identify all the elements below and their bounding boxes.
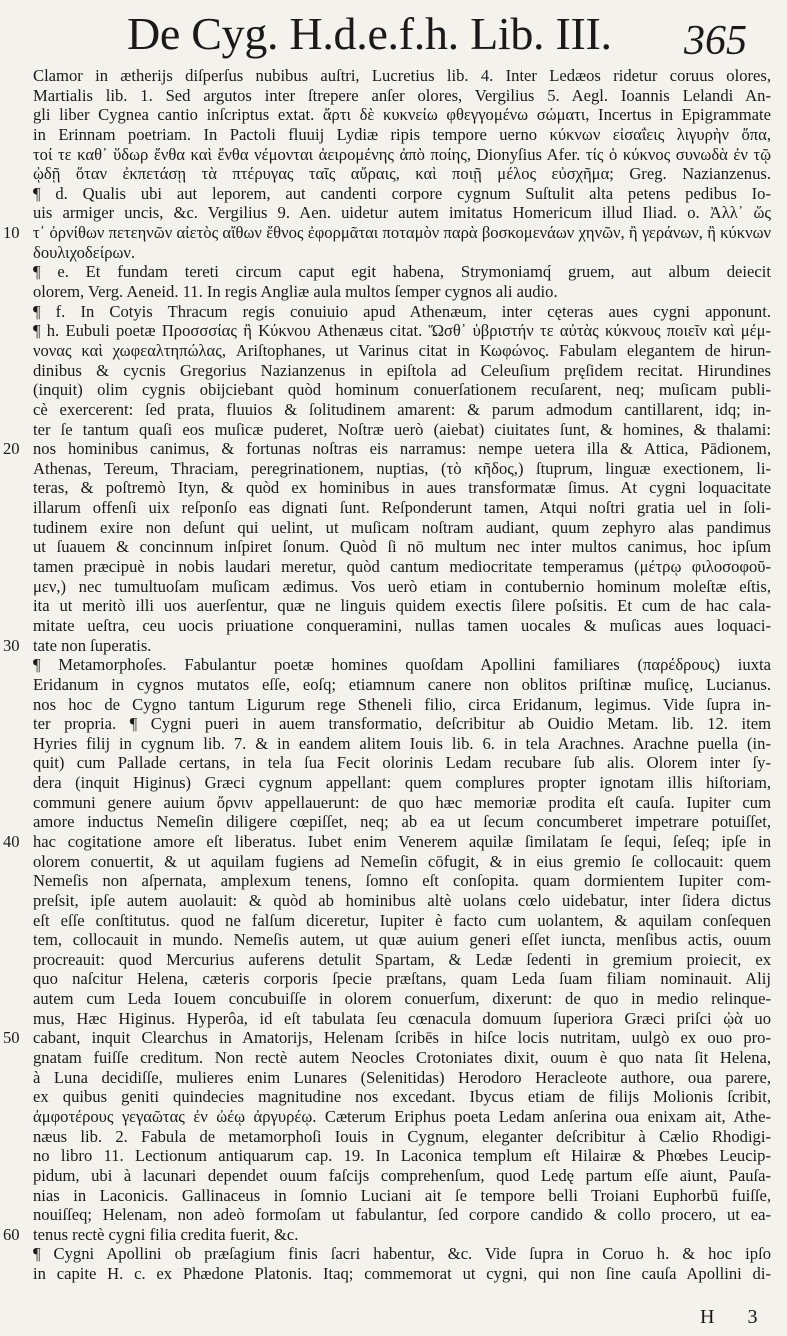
line-text: hac cogitatione amore eſt liberatus. Iubet enim Venerem aquilæ ſimilatam ſe ſequi, ſeſeq; ipſe in (33, 831, 771, 851)
text-line (33, 734, 771, 754)
line-text: tate non ſuperatis. (33, 635, 152, 655)
line-text: uis armiger uncis, &c. Vergilius 9. Aen. uidetur autem imitatus Homericum illud Iliad. ο. Ἀλλ᾽ ὥς (33, 203, 771, 223)
line-text: olorem, Verg. Aeneid. 11. In regis Angliæ aula multos ſemper cygnos ali audio. (33, 282, 558, 302)
text-line (33, 695, 771, 715)
line-text: ¶ e. Et fundam tereti circum caput egit habena, Strymoniamq́ gruem, aut album deiecit (33, 262, 771, 282)
line-text: gli liber Cygnea cantio inſcriptus extat. ἄρτι δὲ κυκνείω φθεγγομένω σώματι, Incertus in Epigrammate (33, 105, 771, 125)
line-text: nouiſſeq; Helenam, non adeò formoſam ut fabulantur, ſed corpore candido & collo procero, ut ea- (33, 1205, 771, 1225)
body-text (3, 66, 771, 1284)
text-line (33, 498, 771, 518)
line-text: amore inductus Nemeſin diligere cœpiſſet, neq; ab ea ut ſecum concumberet impetrare potuiſſet, (33, 812, 771, 832)
line-text: νονας καὶ χωφεαλτηπώλας, Ariſtophanes, ut Varinus citat in Κωφώνος. Fabulam elegantem de hirun- (33, 340, 771, 360)
line-text: mus, Hæc Higinus. Hyperôa, id eſt tabulata ſeu cœnacula domuum ſuperiora Græci priſci ᾠὰ uo (33, 1008, 771, 1028)
line-text: tenus rectè cygni filia credita fuerit, &c. (33, 1224, 299, 1244)
line-text: ex quibus geniti quindecies magnitudine nos excedant. Ibycus etiam de filijs Molionis ſcribit, (33, 1087, 771, 1107)
line-text: eſt eſſe conſtitutus. quod ne falſum diceretur, Iupiter è facto cum uolantem, & aquilam conſequen (33, 910, 771, 930)
line-text: autem cum Leda Iouem concubuiſſe in olorem conuerſum, dixerunt: de quo in medio relinque- (33, 989, 771, 1009)
line-text: nos hoc de Cygno tantum Ligurum rege Stheneli filio, circa Eridanum, legimus. Vide ſupra in- (33, 694, 771, 714)
line-text: in capite H. c. ex Phædone Platonis. Itaq; commemorat ut cygni, qui non ſine cauſa Apollini di- (33, 1264, 771, 1284)
text-line (33, 125, 771, 145)
text-line (33, 86, 771, 106)
line-number: 10 (3, 223, 20, 243)
line-text: Hyries filij in cygnum lib. 7. & in eandem alitem Iouis lib. 6. in tela Arachnes. Arachne puella (in- (33, 733, 771, 753)
text-line (33, 164, 771, 184)
line-text: nos hominibus canimus, & fortunas noſtras eis narramus: nempe uetera illa & Attica, Pādionem, (33, 439, 771, 459)
line-text: (inquit) olim cygnis obijciebant quòd hominum conuerſationem recuſarent, neq; muſicam publi- (33, 380, 771, 400)
running-head-title: De Cyg. H.d.e.f.h. Lib. III. (127, 8, 612, 59)
line-text: ¶ d. Qualis ubi aut leporem, aut candenti corpore cygnum Suſtulit alta petens pedibus Io- (33, 183, 771, 203)
text-line (3, 1224, 771, 1245)
page-number: 365 (684, 18, 747, 64)
line-text: communi genere auium ὄρνιν appellauerunt: de quo hæc memoriæ prodita eſt cauſa. Iupiter cum (33, 792, 771, 812)
line-text: ter ſe tantum quaſi eos muſicæ puderet, Noſtræ uerò (aiebat) ciuitates ſunt, & homines, & thalami: (33, 419, 771, 439)
text-line (33, 1009, 771, 1029)
text-line (3, 635, 771, 656)
signature-mark: H 3 (700, 1306, 772, 1328)
text-line (3, 439, 771, 459)
text-line (33, 1127, 771, 1147)
text-line (33, 1107, 771, 1127)
line-text: dera (inquit Higinus) Græci cygnum appellant: quem complures propter ignotam illis hiſtoriam, (33, 773, 771, 793)
text-line (33, 1166, 771, 1186)
line-text: illarum offenſi uix reſponſo eas dignati ſunt. Reſponderunt tamen, Atqui noſtri gratia uel in ſoli- (33, 498, 771, 518)
line-text: nias in Laconicis. Gallinaceus in ſomnio Luciani ait ſe tempore belli Troiani Euphorbū fuiſſe, (33, 1185, 771, 1205)
line-number: 40 (3, 831, 20, 851)
text-line (33, 518, 771, 538)
line-number: 20 (3, 439, 20, 459)
text-line (33, 302, 771, 322)
text-line (33, 243, 771, 263)
line-text: ¶ f. In Cotyis Thracum regis conuiuio apud Athenæum, inter cęteras aues cygni apponunt. (33, 301, 771, 321)
text-line (3, 1028, 771, 1048)
line-text: tudinem exire non deſunt qui uelint, ut muſicam noſtram audiant, quum zephyro alas pandimus (33, 517, 771, 537)
text-line (33, 950, 771, 970)
line-text: teras, & poſtremò Ityn, & quòd ex hominibus in aues transformatæ ſimus. At cygni loquacitate (33, 478, 771, 498)
text-line (33, 341, 771, 361)
line-text: pidum, ubi à lacunari dependet ouum faſcijs comprehenſum, quod Ledę partum eſſe aiunt, Pauſa- (33, 1165, 771, 1185)
line-text: Nemeſis non aſpernata, amplexum tenens, ſomno eſt conſopita. quam dormientem Iupiter com- (33, 871, 771, 891)
line-text: δουλιχοδείρων. (33, 242, 136, 262)
line-text: ἀμφοτέρους γεγαῶτας ἐν ὠέῳ ἀργυρέῳ. Cæterum Eriphus poeta Ledam anſerina oua enixam ait, Athe- (33, 1106, 771, 1126)
text-line (33, 1068, 771, 1088)
line-number: 50 (3, 1028, 20, 1048)
text-line (33, 203, 771, 223)
text-line (33, 1048, 771, 1068)
line-text: ter propria. ¶ Cygni pueri in auem transformatio, deſcribitur ab Ouidio Metam. lib. 12. item (33, 714, 771, 734)
text-line (33, 321, 771, 341)
text-line (33, 793, 771, 813)
text-line (33, 616, 771, 636)
text-line (33, 891, 771, 911)
line-number: 60 (3, 1224, 20, 1244)
text-line (33, 969, 771, 989)
line-text: næus lib. 2. Fabula de metamorphoſi Iouis in Cygnum, eleganter deſcribitur à Cælio Rhodigi- (33, 1126, 771, 1146)
line-text: quit) cum Pallade certans, in tela ſua Fecit olorinis Ledam recubare ſub alis. Olorem inter ſy- (33, 753, 771, 773)
line-text: tamen præcipuè in nobis laudari meretur, quòd cantum mediocritate temperamus (μέτρῳ φιλοσοφοῦ- (33, 557, 771, 577)
line-text: mitate ueſtra, ceu uocis priuatione conqueramini, nullas tamen uocales & muſicas aues loquaci- (33, 615, 771, 635)
text-line (33, 930, 771, 950)
text-line (3, 831, 771, 852)
line-text: cabant, inquit Clearchus in Amatorijs, Helenam ſcribēs in hiſce locis nutritam, uulgò ex ouo pro- (33, 1028, 771, 1048)
line-text: τοί τε καθ᾽ ὕδωρ ἔνθα καὶ ἔνθα νέμονται ἀειρομένης ἀπὸ ποίης, Dionyſius Afer. τίς ὁ κύκνος συνωδὰ ἐν τῷ (33, 144, 771, 164)
line-text: ᾠδῇ ὅταν ἐκπετάσῃ τὰ πτέρυγας ταῖς αὔραις, καὶ ποιῇ μέλος εὐσχῆμα; Greg. Nazianzenus. (33, 164, 771, 184)
line-text: à Luna decidiſſe, mulieres enim Lunares (Selenitidas) Herodoro Heracleote authore, oua parere, (33, 1067, 771, 1087)
line-text: ita ut meritò illi uos auerſentur, quæ ne linguis quidem exectis ſilere poſsitis. Et cum de hac cala- (33, 596, 771, 616)
text-line (33, 145, 771, 165)
text-line (33, 1244, 771, 1264)
text-line (33, 675, 771, 695)
text-line (33, 537, 771, 557)
text-line (33, 577, 771, 597)
text-line (3, 223, 771, 243)
text-line (33, 282, 771, 302)
text-line (33, 852, 771, 872)
line-text: ¶ Cygni Apollini ob præſagium finis ſacri habentur, &c. Vide ſupra in Coruo h. & hoc ipſo (33, 1244, 771, 1264)
line-text: μεν,) nec tumultuoſam muſicam ædimus. Vos uerò etiam in contubernio hominum moleſtæ eſtis, (33, 576, 771, 596)
line-text: τ᾽ ὀρνίθων πετεηνῶν αἰετὸς αἴθων ἔθνος ἐφορμᾶται ποταμὸν παρὰ βοσκομενάων χηνῶν, ἢ γεράνων, ἢ κύκνων (33, 223, 771, 243)
line-text: in Erinnam poetriam. In Pactoli fluuij Lydiæ ripis tempore uerno κύκνων εἰσαΐεις λιγυρὴν ὄπα, (33, 124, 771, 144)
text-line (33, 361, 771, 381)
text-line (33, 1264, 771, 1284)
line-text: tem, collocauit in mundo. Nemeſis autem, ut quæ auium generi eſſet iuncta, menſibus actis, ouum (33, 930, 771, 950)
line-text: ¶ h. Eubuli poetæ Προσσσίας ἢ Κύκνου Athenæus citat. Ὥσθ᾽ ὑβριστήν τε αὐτὰς κύκνους ποιεῖν καὶ μέμ- (33, 321, 771, 341)
line-text: preſsit, ipſe autem auolauit: & quòd ab hominibus altè uolans cœlo uidebatur, inter ſidera dictus (33, 890, 771, 910)
text-line (33, 1087, 771, 1107)
text-line (33, 871, 771, 891)
text-line (33, 262, 771, 282)
line-text: gnatam fuiſſe creditum. Non rectè autem Neocles Crotoniates dixit, ouum è quo nata ſit Helena, (33, 1048, 771, 1068)
text-line (33, 478, 771, 498)
line-text: ut ſuauem & concinnum inſpiret ſonum. Quòd ſi nō multum nec inter multos canimus, hoc ipſum (33, 537, 771, 557)
line-text: cè exercerent: ſed prata, fluuios & ſolitudinem amarent: & parum admodum cantillarent, idq; in- (33, 399, 771, 419)
line-text: quo naſcitur Helena, cæteris corporis ſpecie præſtans, quam Leda ſuam filiam nominauit. Alij (33, 969, 771, 989)
text-line (33, 911, 771, 931)
text-line (33, 459, 771, 479)
text-line (33, 812, 771, 832)
text-line (33, 1146, 771, 1166)
line-text: olorem conuertit, & ut aquilam fugiens ad Nemeſin cōfugit, & in eius gremio ſe collocauit: quem (33, 851, 771, 871)
line-text: Athenas, Tereum, Thraciam, peregrinationem, nuptias, (τὸ κῆδος,) ſtuprum, linguæ exectionem, li- (33, 458, 771, 478)
line-text: Martialis lib. 1. Sed argutos inter ſtrepere anſer olores, Vergilius 5. Aegl. Ioannis Lelandi An- (33, 85, 771, 105)
text-line (33, 989, 771, 1009)
text-line (33, 105, 771, 125)
text-line (33, 380, 771, 400)
line-number: 30 (3, 635, 20, 655)
line-text: Eridanum in cygnos mutatos eſſe, eoſq; etiamnum canere non oblitos priſtinæ muſicę, Lucianus. (33, 674, 771, 694)
text-line (33, 596, 771, 616)
line-text: procreauit: quod Mercurius auferens detulit Spartam, & Ledæ ſedenti in gremium proiecit, ex (33, 949, 771, 969)
line-text: Clamor in ætherijs diſperſus nubibus auſtri, Lucretius lib. 4. Inter Ledæos ridetur coruus olores, (33, 66, 771, 85)
text-line (33, 714, 771, 734)
text-line (33, 420, 771, 440)
text-line (33, 557, 771, 577)
text-line (33, 184, 771, 204)
text-line (33, 753, 771, 773)
line-text: no libro 11. Lectionum antiquarum cap. 19. In Laconica templum eſt Hilairæ & Phœbes Leucip- (33, 1146, 771, 1166)
text-line (33, 66, 771, 86)
text-line (33, 1186, 771, 1206)
text-line (33, 400, 771, 420)
text-line (33, 655, 771, 675)
text-line (33, 773, 771, 793)
line-text: ¶ Metamorphoſes. Fabulantur poetæ homines quoſdam Apollini familiares (παρέδρους) iuxta (33, 655, 771, 675)
line-text: dinibus & cycnis Gregorius Nazianzenus in epiſtola ad Celeuſium pręſidem recitat. Hirundines (33, 360, 771, 380)
text-line (33, 1205, 771, 1225)
